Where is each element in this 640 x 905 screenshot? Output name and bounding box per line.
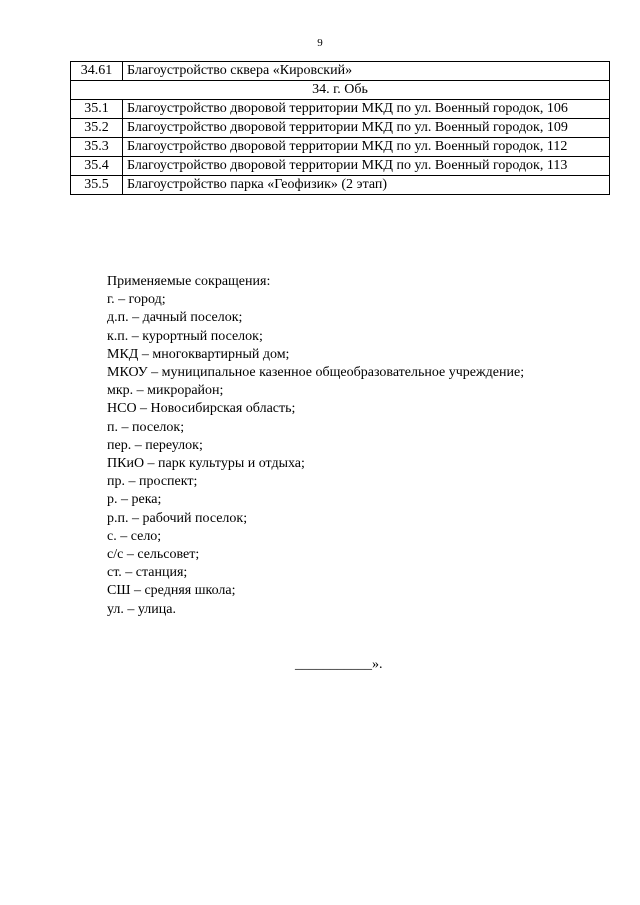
item-number: 35.3 [71, 138, 123, 157]
table-row [71, 119, 610, 138]
item-number: 35.1 [71, 100, 123, 119]
page-number: 9 [317, 37, 323, 49]
abbreviation-item: пер. – переулок; [107, 437, 203, 453]
item-description: Благоустройство сквера «Кировский» [123, 62, 610, 81]
table-row [71, 157, 610, 176]
item-description: Благоустройство дворовой территории МКД по ул. Военный городок, 109 [123, 119, 610, 138]
item-description: Благоустройство парка «Геофизик» (2 этап) [123, 176, 610, 195]
item-number: 35.4 [71, 157, 123, 176]
closing-line: ___________». [295, 657, 383, 672]
abbreviation-item: НСО – Новосибирская область; [107, 401, 296, 417]
abbreviations-list [107, 291, 607, 619]
abbreviation-item: СШ – средняя школа; [107, 583, 236, 599]
item-number: 35.2 [71, 119, 123, 138]
abbreviation-item: д.п. – дачный поселок; [107, 310, 243, 326]
abbreviations-block [107, 273, 607, 619]
item-number: 34.61 [71, 62, 123, 81]
abbreviation-item: мкр. – микрорайон; [107, 383, 224, 399]
abbreviation-item: р. – река; [107, 492, 162, 508]
abbreviation-item: с/с – сельсовет; [107, 547, 200, 563]
abbreviation-item: к.п. – курортный поселок; [107, 328, 263, 344]
abbreviation-item: ст. – станция; [107, 565, 188, 581]
abbreviation-item: МКОУ – муниципальное казенное общеобразовательное учреждение; [107, 365, 525, 381]
item-description: Благоустройство дворовой территории МКД по ул. Военный городок, 106 [123, 100, 610, 119]
abbreviation-item: ул. – улица. [107, 601, 176, 617]
item-description: Благоустройство дворовой территории МКД по ул. Военный городок, 113 [123, 157, 610, 176]
item-number: 35.5 [71, 176, 123, 195]
abbreviation-item: г. – город; [107, 292, 166, 308]
table-row [71, 62, 610, 81]
abbreviation-item: пр. – проспект; [107, 474, 198, 490]
table-row [71, 138, 610, 157]
table-section-row [71, 81, 610, 100]
section-title: 34. г. Обь [71, 81, 610, 100]
abbreviations-heading: Применяемые сокращения: [107, 274, 271, 289]
table-row [71, 100, 610, 119]
abbreviation-item: р.п. – рабочий поселок; [107, 510, 248, 526]
abbreviation-item: ПКиО – парк культуры и отдыха; [107, 456, 305, 472]
abbreviation-item: с. – село; [107, 528, 162, 544]
abbreviation-item: МКД – многоквартирный дом; [107, 346, 290, 362]
abbreviation-item: п. – поселок; [107, 419, 185, 435]
improvement-table [70, 61, 610, 195]
table-row [71, 176, 610, 195]
item-description: Благоустройство дворовой территории МКД по ул. Военный городок, 112 [123, 138, 610, 157]
